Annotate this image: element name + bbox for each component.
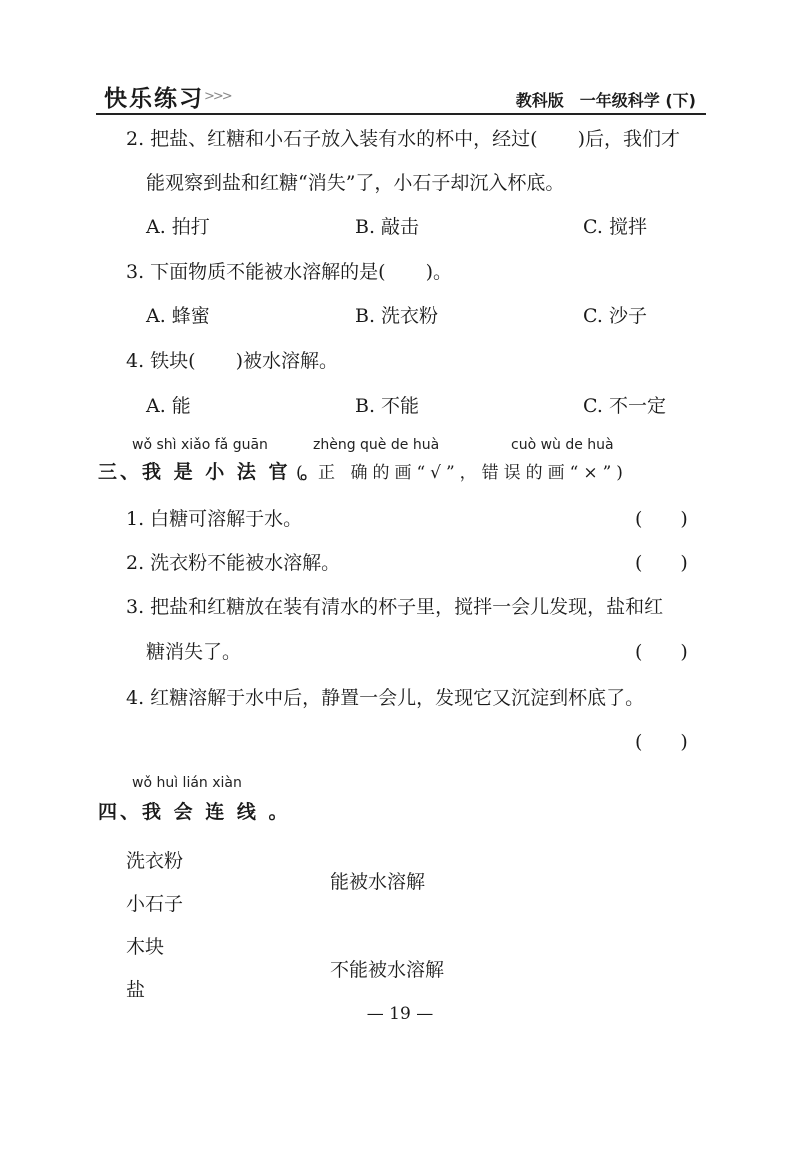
section-3-pinyin-wrong: cuò wù de huà (511, 437, 614, 453)
section-3-title: 三、我 是 小 法 官 。 (98, 461, 323, 483)
match-left-item: 木块 (126, 936, 165, 958)
section-4-title: 四、我 会 连 线 。 (98, 801, 291, 823)
question-4-option-c: C. 不一定 (583, 395, 666, 417)
header-right (516, 88, 696, 111)
question-4 (126, 346, 338, 373)
answer-paren: ( ) (635, 508, 688, 530)
question-4-text-a: 4. 铁块( (126, 350, 196, 372)
header-rule (96, 113, 706, 115)
header-edition: 教科版 (515, 91, 564, 110)
question-3-option-a: A. 蜂蜜 (146, 305, 210, 327)
section-3-hint: ( 正 确的画“√”，错误的画“×”) (296, 463, 628, 483)
match-left-item: 小石子 (126, 893, 184, 915)
answer-paren: ( ) (635, 552, 688, 574)
page-number: — 19 — (366, 1004, 434, 1024)
question-2-line-1 (126, 124, 680, 151)
question-4-option-a: A. 能 (146, 395, 191, 417)
match-left-item: 洗衣粉 (126, 850, 184, 872)
section-3-pinyin-correct: zhèng què de huà (313, 437, 440, 453)
header-arrows-icon: >>> (204, 89, 231, 104)
question-4-text-b: )被水溶解。 (235, 350, 339, 372)
header-subject: 一年级科学 (下) (579, 91, 696, 110)
answer-paren: ( ) (635, 641, 688, 663)
question-2-line-2: 能观察到盐和红糖“消失”了，小石子却沉入杯底。 (146, 172, 565, 194)
judge-item-1: 1. 白糖可溶解于水。 (126, 508, 303, 530)
section-4-pinyin: wǒ huì lián xiàn (132, 775, 242, 791)
question-2-option-c: C. 搅拌 (583, 216, 647, 238)
judge-item-2: 2. 洗衣粉不能被水溶解。 (126, 552, 341, 574)
judge-item-3-cont: 糖消失了。 (146, 641, 242, 663)
match-left-item: 盐 (126, 979, 146, 1001)
judge-item-3: 3. 把盐和红糖放在装有清水的杯子里，搅拌一会儿发现，盐和红 (126, 596, 664, 618)
question-3-option-c: C. 沙子 (583, 305, 647, 327)
match-right-item: 能被水溶解 (330, 871, 426, 893)
question-3-option-b: B. 洗衣粉 (355, 305, 439, 327)
match-right-item: 不能被水溶解 (330, 959, 445, 981)
judge-item-4: 4. 红糖溶解于水中后，静置一会儿，发现它又沉淀到杯底了。 (126, 687, 645, 709)
answer-paren: ( ) (635, 731, 688, 753)
question-3-text-a: 3. 下面物质不能被水溶解的是( (126, 261, 386, 283)
question-2-text-a: 2. 把盐、红糖和小石子放入装有水的杯中，经过( (126, 128, 538, 150)
question-3-text-b: )。 (425, 261, 453, 283)
question-2-text-b: )后，我们才 (577, 128, 681, 150)
question-4-option-b: B. 不能 (355, 395, 420, 417)
question-2-option-a: A. 拍打 (146, 216, 210, 238)
question-3 (126, 257, 452, 284)
section-3-pinyin: wǒ shì xiǎo fǎ guān (132, 437, 268, 453)
question-2-option-b: B. 敲击 (355, 216, 420, 238)
header-title: 快乐练习 (104, 86, 204, 112)
